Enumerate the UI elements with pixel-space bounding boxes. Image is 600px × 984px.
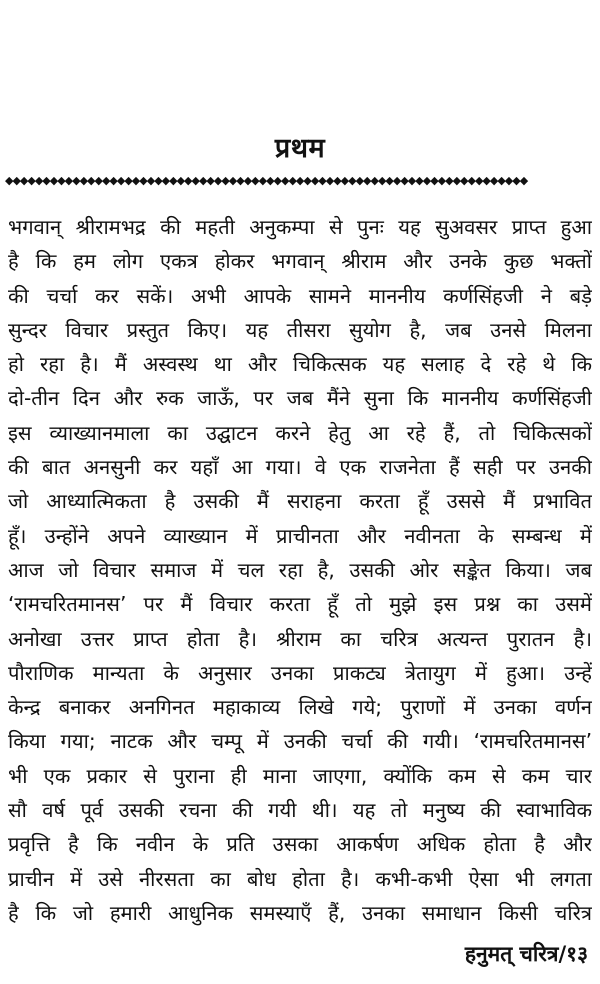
- text-line: हो रहा है। मैं अस्वस्थ था और चिकित्सक यह सलाह दे रहे थे कि: [8, 352, 592, 377]
- text-line: जो आध्यात्मिकता है उसकी मैं सराहना करता हूँ उससे मैं प्रभावित: [8, 489, 592, 514]
- running-footer: हनुमत् चरित्र/१३: [464, 942, 588, 966]
- text-line: प्रवृत्ति है कि नवीन के प्रति उसका आकर्षण अधिक होता है और: [8, 832, 592, 857]
- text-line: ‘रामचरितमानस’ पर मैं विचार करता हूँ तो मुझे इस प्रश्न का उसमें: [8, 592, 592, 617]
- chapter-title: प्रथम: [274, 133, 326, 164]
- text-line: हूँ। उन्होंने अपने व्याख्यान में प्राचीनता और नवीनता के सम्बन्ध में: [8, 523, 592, 548]
- text-line: भी एक प्रकार से पुराना ही माना जाएगा, क्योंकि कम से कम चार: [8, 763, 592, 788]
- text-line: इस व्याख्यानमाला का उद्घाटन करने हेतु आ रहे हैं, तो चिकित्सकों: [8, 420, 592, 445]
- text-line: की बात अनसुनी कर यहाँ आ गया। वे एक राजनेता हैं सही पर उनकी: [8, 455, 592, 480]
- text-line: है कि हम लोग एकत्र होकर भगवान् श्रीराम और उनके कुछ भक्तों: [8, 249, 592, 274]
- text-line: प्राचीन में उसे नीरसता का बोध होता है। कभी-कभी ऐसा भी लगता: [8, 866, 592, 891]
- text-line: आज जो विचार समाज में चल रहा है, उसकी ओर सङ्केत किया। जब: [8, 557, 592, 582]
- text-line: किया गया; नाटक और चम्पू में उनकी चर्चा की गयी। ‘रामचरितमानस’: [8, 729, 592, 754]
- text-line: भगवान् श्रीरामभद्र की महती अनुकम्पा से पुनः यह सुअवसर प्राप्त हुआ: [8, 215, 592, 239]
- text-line: की चर्चा कर सकें। अभी आपके सामने माननीय कर्णसिंहजी ने बड़े: [8, 283, 592, 308]
- text-line: सौ वर्ष पूर्व उसकी रचना की गयी थी। यह तो मनुष्य की स्वाभाविक: [8, 798, 592, 823]
- text-line: है कि जो हमारी आधुनिक समस्याएँ हैं, उनका समाधान किसी चरित्र: [8, 900, 592, 925]
- body-text: [8, 210, 592, 930]
- text-line: सुन्दर विचार प्रस्तुत किए। यह तीसरा सुयोग है, जब उनसे मिलना: [8, 317, 592, 342]
- text-line: केन्द्र बनाकर अनगिनत महाकाव्य लिखे गये; पुराणों में उनका वर्णन: [8, 695, 592, 720]
- text-line: अनोखा उत्तर प्राप्त होता है। श्रीराम का चरित्र अत्यन्त पुरातन है।: [8, 626, 592, 651]
- text-line: दो-तीन दिन और रुक जाऊँ, पर जब मैंने सुना कि माननीय कर्णसिंहजी: [8, 386, 592, 411]
- text-line: पौराणिक मान्यता के अनुसार उनका प्राकट्य त्रेतायुग में हुआ। उन्हें: [8, 660, 592, 685]
- ornamental-divider: ◆◆◆◆◆◆◆◆◆◆◆◆◆◆◆◆◆◆◆◆◆◆◆◆◆◆◆◆◆◆◆◆◆◆◆◆◆◆◆◆◆◆◆◆◆◆◆◆◆◆◆◆◆◆◆◆◆◆◆◆◆◆◆◆◆◆◆◆◆◆: [5, 174, 528, 187]
